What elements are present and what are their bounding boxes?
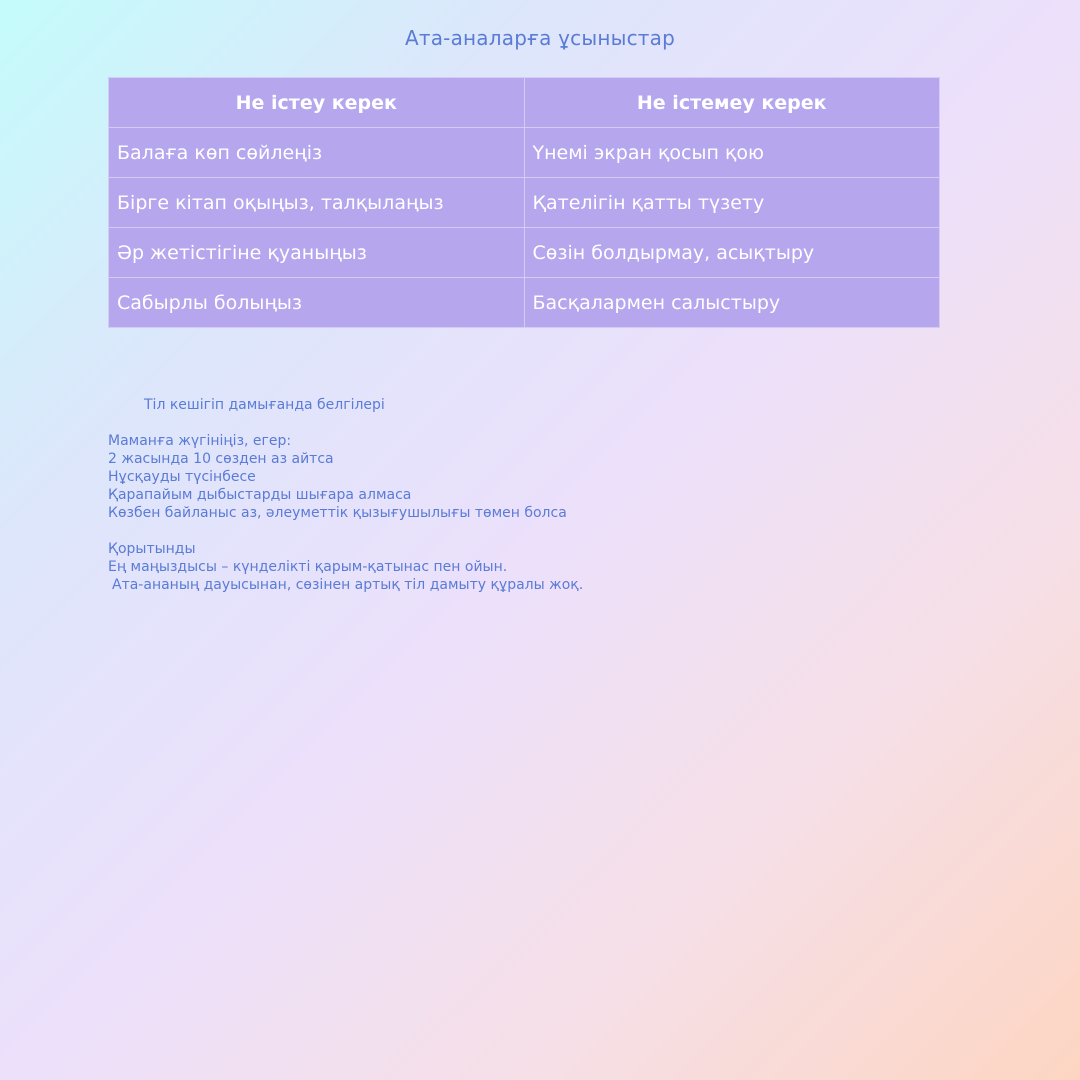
conclusion-line: Ең маңыздысы – күнделікті қарым-қатынас пен ойын. bbox=[108, 559, 508, 575]
table-row bbox=[109, 228, 940, 278]
table-cell-dont: Қателігін қатты түзету bbox=[524, 178, 940, 228]
column-header-do: Не істеу керек bbox=[109, 78, 525, 128]
table-cell-dont: Басқалармен салыстыру bbox=[524, 278, 940, 328]
sign-item: 2 жасында 10 сөзден аз айтса bbox=[108, 451, 334, 467]
table-header-row bbox=[109, 78, 940, 128]
table-cell-do: Әр жетістігіне қуаныңыз bbox=[109, 228, 525, 278]
table-cell-dont: Үнемі экран қосып қою bbox=[524, 128, 940, 178]
table-cell-do: Балаға көп сөйлеңіз bbox=[109, 128, 525, 178]
spacer bbox=[108, 414, 968, 432]
sign-item: Қарапайым дыбыстарды шығара алмаса bbox=[108, 487, 412, 503]
page-title: Ата-аналарға ұсыныстар bbox=[404, 26, 676, 50]
table-row bbox=[109, 278, 940, 328]
tips-table bbox=[108, 77, 940, 328]
specialist-intro: Маманға жүгініңіз, егер: bbox=[108, 433, 292, 449]
sign-item: Көзбен байланыс аз, әлеуметтік қызығушылығы төмен болса bbox=[108, 505, 567, 521]
column-header-dont: Не істемеу керек bbox=[524, 78, 940, 128]
notes-heading: Тіл кешігіп дамығанда белгілері bbox=[144, 397, 385, 413]
table-row bbox=[109, 178, 940, 228]
table-cell-do: Сабырлы болыңыз bbox=[109, 278, 525, 328]
conclusion-line: Ата-ананың дауысынан, сөзінен артық тіл дамыту құралы жоқ. bbox=[112, 577, 584, 593]
table-cell-do: Бірге кітап оқыңыз, талқылаңыз bbox=[109, 178, 525, 228]
table-row bbox=[109, 128, 940, 178]
sign-item: Нұсқауды түсінбесе bbox=[108, 469, 256, 485]
spacer bbox=[108, 522, 968, 540]
notes-section bbox=[108, 396, 968, 594]
conclusion-heading: Қорытынды bbox=[108, 541, 196, 557]
table-cell-dont: Сөзін болдырмау, асықтыру bbox=[524, 228, 940, 278]
